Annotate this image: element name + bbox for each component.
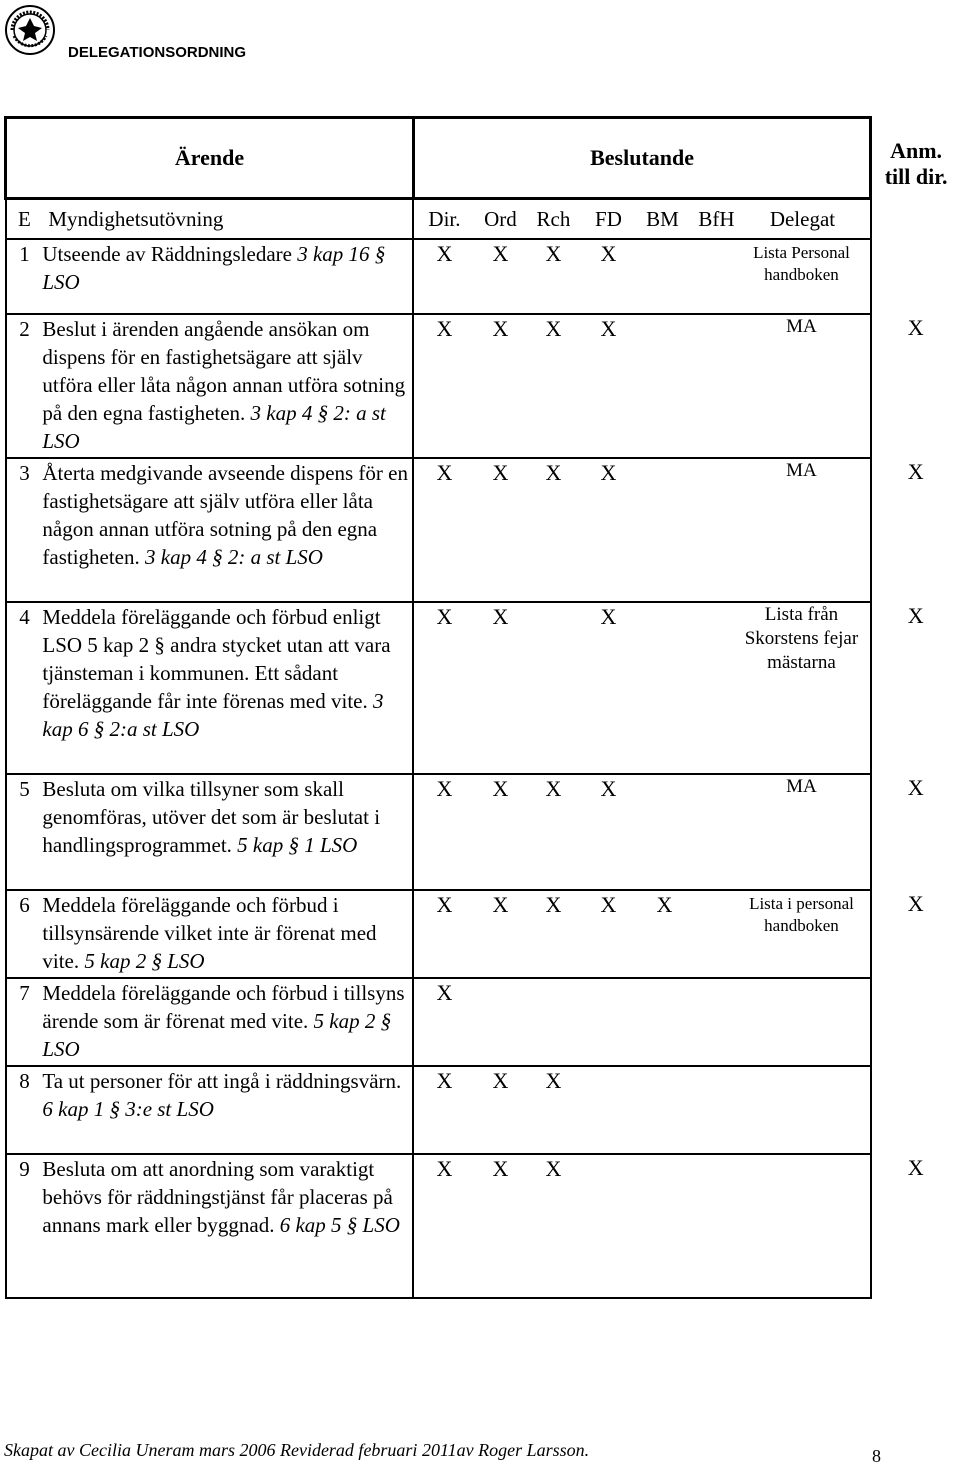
row-description bbox=[42, 458, 413, 602]
column-label-rch: Rch bbox=[536, 207, 571, 231]
table-row bbox=[6, 774, 960, 890]
row-text: Meddela föreläggande och förbud i tillsyns ärende som är förenat med vite. bbox=[42, 981, 405, 1033]
row-number: 8 bbox=[6, 1066, 43, 1154]
mark-dir: X bbox=[436, 604, 453, 629]
delegat-note: MA bbox=[786, 316, 817, 337]
mark-ord: X bbox=[492, 892, 509, 917]
table-row bbox=[6, 890, 960, 978]
row-number: 4 bbox=[6, 602, 43, 774]
row-beslutande bbox=[413, 602, 870, 774]
row-anm bbox=[871, 314, 960, 458]
row-beslutande bbox=[413, 978, 870, 1066]
mark-ord: X bbox=[492, 1068, 509, 1093]
anm-mark: X bbox=[907, 775, 924, 800]
delegat-note: Lista Personal handboken bbox=[753, 243, 850, 284]
row-text: Ta ut personer för att ingå i räddningsvärn. bbox=[42, 1069, 402, 1093]
table-row bbox=[6, 314, 960, 458]
mark-fd: X bbox=[600, 316, 617, 341]
mark-rch: X bbox=[545, 241, 562, 266]
row-number: 3 bbox=[6, 458, 43, 602]
row-description bbox=[42, 978, 413, 1066]
row-number: 1 bbox=[6, 239, 43, 314]
header-beslutande: Beslutande bbox=[413, 118, 870, 199]
section-label: Myndighetsutövning bbox=[42, 199, 413, 240]
row-description bbox=[42, 602, 413, 774]
mark-dir: X bbox=[436, 241, 453, 266]
anm-mark: X bbox=[907, 603, 924, 628]
column-label-bfh: BfH bbox=[698, 207, 735, 231]
row-anm bbox=[871, 458, 960, 602]
delegat-note: MA bbox=[786, 460, 817, 481]
mark-dir: X bbox=[436, 1156, 453, 1181]
row-number: 9 bbox=[6, 1154, 43, 1298]
table-row bbox=[6, 239, 960, 314]
anm-mark: X bbox=[907, 315, 924, 340]
mark-ord: X bbox=[492, 604, 509, 629]
column-label-delegat: Delegat bbox=[769, 207, 836, 231]
document-title: DELEGATIONSORDNING bbox=[68, 44, 247, 61]
row-text: Besluta om vilka tillsyner som skall genomföras, utöver det som är beslutat i handlingsprogrammet. bbox=[42, 777, 381, 857]
row-law-reference: 3 kap 16 § LSO bbox=[42, 242, 386, 294]
mark-ord: X bbox=[492, 1156, 509, 1181]
mark-ord: X bbox=[492, 460, 509, 485]
row-number: 6 bbox=[6, 890, 43, 978]
mark-bm: X bbox=[656, 892, 673, 917]
mark-dir: X bbox=[436, 776, 453, 801]
row-text: Återta medgivande avseende dispens för en fastighetsägare att själv utföra eller låta någon annan utföra sotning på den egna fastigheten. bbox=[42, 461, 408, 569]
delegat-note: MA bbox=[786, 776, 817, 797]
table-row bbox=[6, 1066, 960, 1154]
row-description bbox=[42, 1154, 413, 1298]
row-number: 5 bbox=[6, 774, 43, 890]
column-label-fd: FD bbox=[595, 207, 622, 231]
mark-rch: X bbox=[545, 316, 562, 341]
row-anm bbox=[871, 978, 960, 1066]
row-law-reference: 5 kap 2 § LSO bbox=[42, 1009, 392, 1061]
row-number: 2 bbox=[6, 314, 43, 458]
header-anm bbox=[871, 118, 960, 240]
section-row bbox=[6, 199, 960, 240]
mark-ord: X bbox=[492, 776, 509, 801]
mark-dir: X bbox=[436, 980, 453, 1005]
row-anm bbox=[871, 890, 960, 978]
mark-rch: X bbox=[545, 460, 562, 485]
table-row bbox=[6, 1154, 960, 1298]
delegat-note: Lista från Skorstens fejar mästarna bbox=[744, 604, 859, 673]
row-beslutande bbox=[413, 239, 870, 314]
header-anm-line2: till dir. bbox=[884, 163, 948, 189]
mark-fd: X bbox=[600, 892, 617, 917]
table-row bbox=[6, 602, 960, 774]
mark-rch: X bbox=[545, 1156, 562, 1181]
section-letter: E bbox=[6, 199, 43, 240]
column-label-bm: BM bbox=[646, 207, 679, 231]
column-labels bbox=[413, 199, 870, 240]
row-law-reference: 6 kap 5 § LSO bbox=[279, 1213, 400, 1237]
mark-rch: X bbox=[545, 892, 562, 917]
table-header-row bbox=[6, 118, 960, 199]
row-law-reference: 3 kap 4 § 2: a st LSO bbox=[145, 545, 323, 569]
row-beslutande bbox=[413, 1066, 870, 1154]
mark-fd: X bbox=[600, 241, 617, 266]
page-footer bbox=[4, 1440, 956, 1466]
row-text: Meddela föreläggande och förbud enligt LSO 5 kap 2 § andra stycket utan att vara tjänsteman i kommunen. Ett sådant föreläggande får inte förenas med vite. bbox=[42, 605, 391, 713]
row-beslutande bbox=[413, 314, 870, 458]
mark-dir: X bbox=[436, 892, 453, 917]
column-label-ord: Ord bbox=[484, 207, 517, 231]
mark-rch: X bbox=[545, 776, 562, 801]
row-text: Meddela föreläggande och förbud i tillsynsärende vilket inte är förenat med vite. bbox=[42, 893, 377, 973]
row-beslutande bbox=[413, 458, 870, 602]
row-anm bbox=[871, 774, 960, 890]
mark-dir: X bbox=[436, 316, 453, 341]
row-law-reference: 3 kap 4 § 2: a st LSO bbox=[42, 401, 386, 453]
anm-mark: X bbox=[907, 1155, 924, 1180]
row-law-reference: 5 kap 2 § LSO bbox=[84, 949, 205, 973]
mark-rch: X bbox=[545, 1068, 562, 1093]
delegat-note: Lista i personal handboken bbox=[749, 894, 854, 935]
anm-mark: X bbox=[907, 891, 924, 916]
row-text: Beslut i ärenden angående ansökan om dispens för en fastighetsägare att själv utföra eller låta någon annan utföra sotning på den egna fastigheten. bbox=[42, 317, 406, 425]
row-description bbox=[42, 239, 413, 314]
mark-fd: X bbox=[600, 604, 617, 629]
row-anm bbox=[871, 1066, 960, 1154]
row-beslutande bbox=[413, 774, 870, 890]
row-description bbox=[42, 774, 413, 890]
row-anm bbox=[871, 239, 960, 314]
delegation-table bbox=[4, 116, 960, 1299]
row-anm bbox=[871, 602, 960, 774]
row-description bbox=[42, 1066, 413, 1154]
mark-ord: X bbox=[492, 316, 509, 341]
header-arende: Ärende bbox=[6, 118, 414, 199]
row-text: Besluta om att anordning som varaktigt behövs för räddningstjänst får placeras på annans mark eller byggnad. bbox=[42, 1157, 393, 1237]
mark-ord: X bbox=[492, 241, 509, 266]
row-number: 7 bbox=[6, 978, 43, 1066]
row-anm bbox=[871, 1154, 960, 1298]
row-beslutande bbox=[413, 1154, 870, 1298]
fire-department-seal-logo bbox=[4, 4, 56, 56]
footer-text: Skapat av Cecilia Uneram mars 2006 Reviderad februari 2011av Roger Larsson. bbox=[4, 1440, 590, 1460]
row-law-reference: 6 kap 1 § 3:e st LSO bbox=[42, 1097, 214, 1121]
row-law-reference: 3 kap 6 § 2:a st LSO bbox=[42, 689, 384, 741]
row-description bbox=[42, 314, 413, 458]
row-text: Utseende av Räddningsledare bbox=[42, 242, 292, 266]
page-number: 8 bbox=[872, 1446, 881, 1466]
anm-mark: X bbox=[907, 459, 924, 484]
mark-fd: X bbox=[600, 460, 617, 485]
mark-dir: X bbox=[436, 460, 453, 485]
mark-fd: X bbox=[600, 776, 617, 801]
row-law-reference: 5 kap § 1 LSO bbox=[237, 833, 358, 857]
row-beslutande bbox=[413, 890, 870, 978]
table-row bbox=[6, 458, 960, 602]
row-description bbox=[42, 890, 413, 978]
header-anm-line1: Anm. bbox=[890, 137, 943, 163]
mark-dir: X bbox=[436, 1068, 453, 1093]
table-row bbox=[6, 978, 960, 1066]
column-label-dir: Dir. bbox=[428, 207, 461, 231]
